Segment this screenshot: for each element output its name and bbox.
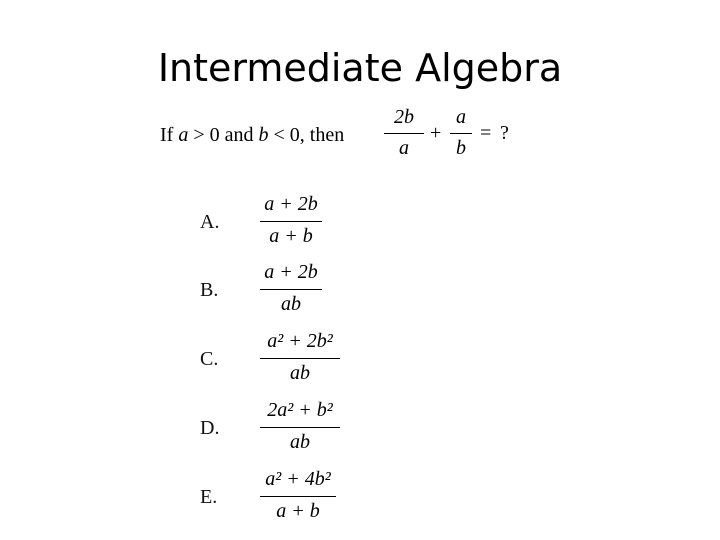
fraction-denominator: b xyxy=(456,137,466,159)
variable-b: b xyxy=(258,124,269,146)
choice-letter: B. xyxy=(200,279,219,301)
fraction-numerator: a xyxy=(456,106,466,128)
slide-title: Intermediate Algebra xyxy=(157,46,563,90)
choice-c[interactable] xyxy=(200,330,400,394)
question-condition xyxy=(160,124,344,147)
question-mark: ? xyxy=(500,122,509,144)
condition-a: > 0 and xyxy=(193,124,254,146)
fraction-numerator: 2b xyxy=(394,106,414,128)
fraction-bar xyxy=(260,289,322,290)
choice-e[interactable] xyxy=(200,468,400,532)
equals-sign: = xyxy=(480,122,492,144)
fraction-bar xyxy=(260,427,340,428)
choice-fraction xyxy=(260,193,322,253)
choice-letter: E. xyxy=(200,486,218,508)
choice-letter: D. xyxy=(200,417,220,439)
fraction-denominator: ab xyxy=(290,362,310,384)
fraction-numerator: a² + 2b² xyxy=(267,330,333,352)
fraction-bar xyxy=(260,221,322,222)
choice-fraction xyxy=(260,468,336,528)
choice-fraction xyxy=(260,399,340,459)
fraction-numerator: a + 2b xyxy=(264,261,318,283)
fraction-numerator: 2a² + b² xyxy=(267,399,333,421)
fraction-2b-over-a xyxy=(384,104,424,164)
fraction-bar xyxy=(260,358,340,359)
fraction-denominator: a + b xyxy=(269,225,313,247)
choice-fraction xyxy=(260,330,340,390)
choice-d[interactable] xyxy=(200,399,400,463)
choice-a[interactable] xyxy=(200,193,400,257)
condition-b: < 0, then xyxy=(273,124,345,146)
choice-fraction xyxy=(260,261,322,321)
choice-letter: C. xyxy=(200,348,219,370)
variable-a: a xyxy=(178,124,189,146)
question-prefix: If xyxy=(160,124,174,146)
choice-letter: A. xyxy=(200,211,220,233)
fraction-bar xyxy=(384,133,424,134)
fraction-bar xyxy=(450,133,472,134)
choice-b[interactable] xyxy=(200,261,400,325)
fraction-numerator: a² + 4b² xyxy=(265,468,331,490)
fraction-numerator: a + 2b xyxy=(264,193,318,215)
plus-sign: + xyxy=(430,122,442,144)
fraction-a-over-b xyxy=(450,104,472,164)
fraction-denominator: ab xyxy=(281,293,301,315)
question-statement xyxy=(160,104,560,166)
fraction-denominator: a + b xyxy=(276,500,320,522)
fraction-bar xyxy=(260,496,336,497)
fraction-denominator: a xyxy=(399,137,409,159)
fraction-denominator: ab xyxy=(290,431,310,453)
